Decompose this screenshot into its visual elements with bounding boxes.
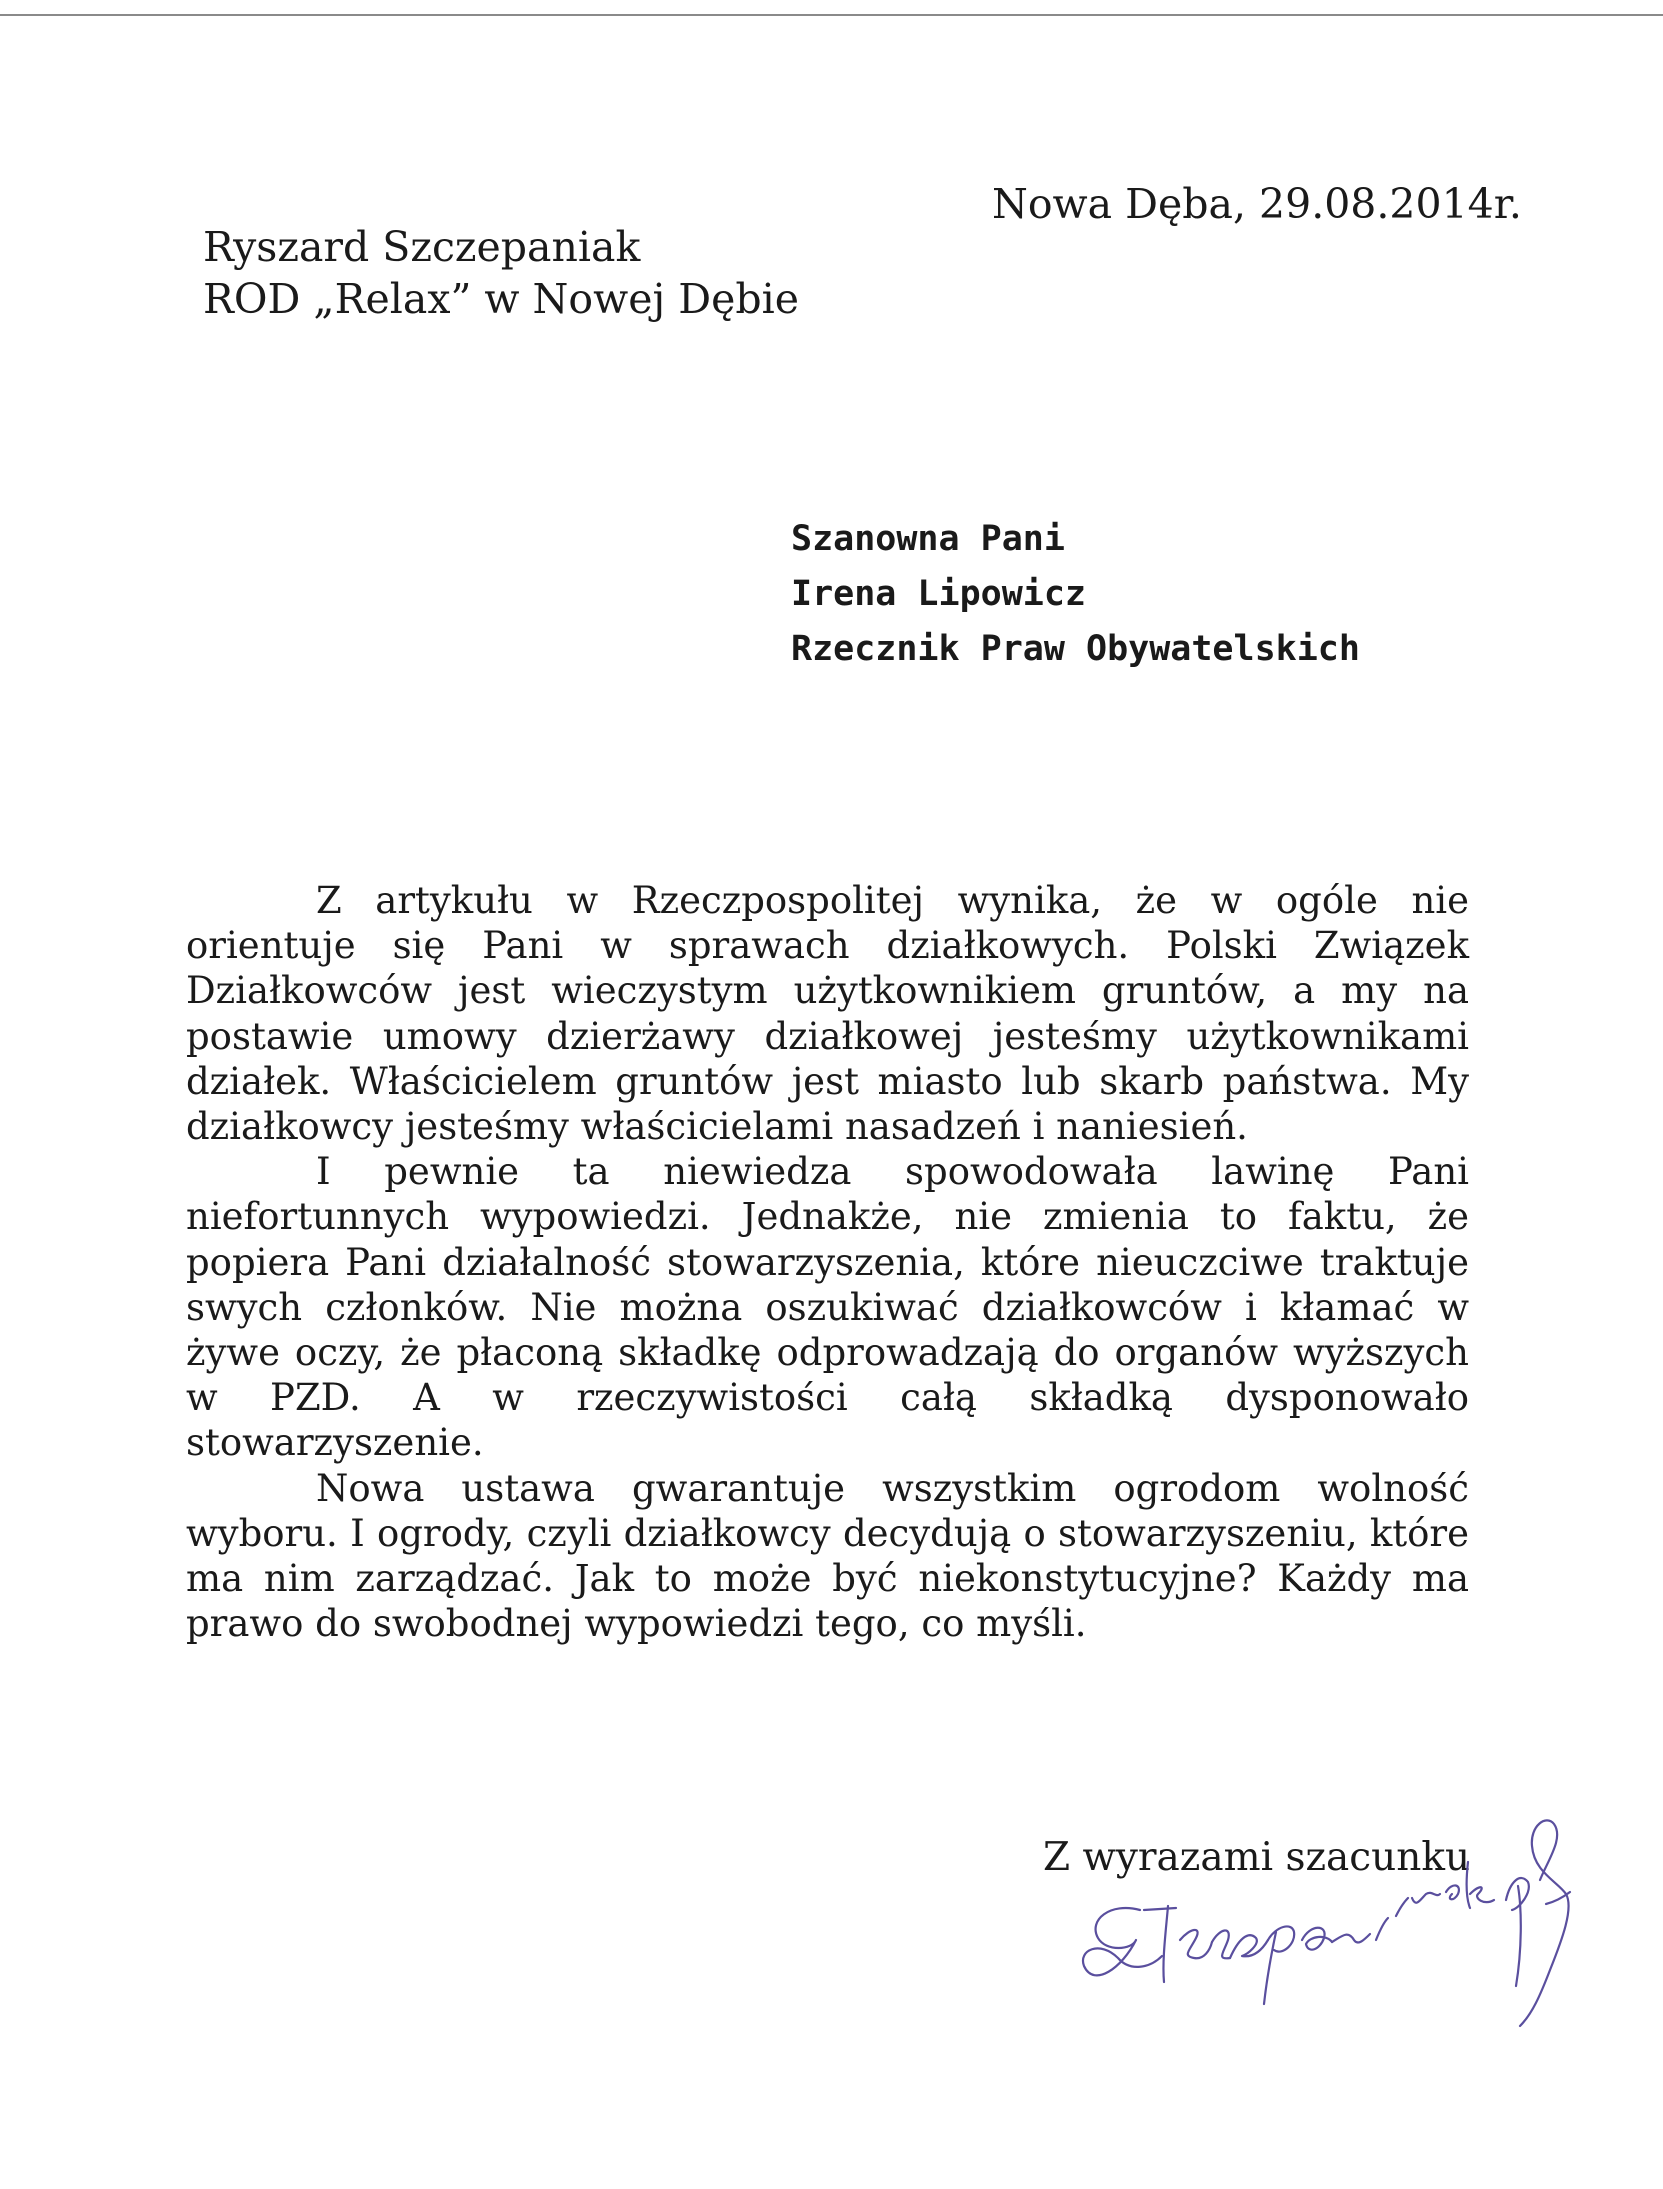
letter-date: Nowa Dęba, 29.08.2014r. [992, 180, 1522, 228]
paragraph-2: I pewnie ta niewiedza spowodowała lawinę Pani niefortunnych wypowiedzi. Jednakże, nie zmienia to faktu, że popiera Pani działalność stowarzyszenia, które nieuczciwe traktuje swych członków. Nie można oszukiwać działkowców i kłamać w żywe oczy, że płaconą składkę odprowadzają do organów wyższych w PZD. A w rzeczywistości całą składką dysponowało stowarzyszenie. [186, 1150, 1469, 1465]
recipient-name: Irena Lipowicz [791, 574, 1087, 614]
recipient-title: Rzecznik Praw Obywatelskich [791, 629, 1360, 669]
handwritten-signature [1070, 1790, 1610, 2040]
paragraph-3: Nowa ustawa gwarantuje wszystkim ogrodom wolność wyboru. I ogrody, czyli działkowcy decydują o stowarzyszeniu, które ma nim zarządzać. Jak to może być niekonstytucyjne? Każdy ma prawo do swobodnej wypowiedzi tego, co myśli. [186, 1466, 1469, 1646]
sender-name: Ryszard Szczepaniak [203, 223, 641, 271]
letter-body [186, 878, 1469, 1646]
sender-organization: ROD „Relax” w Nowej Dębie [203, 275, 799, 323]
recipient-block [791, 512, 1360, 677]
scan-edge-line [0, 14, 1663, 16]
recipient-salutation: Szanowna Pani [791, 519, 1065, 559]
sender-block [203, 221, 799, 325]
paragraph-1: Z artykułu w Rzeczpospolitej wynika, że w ogóle nie orientuje się Pani w sprawach działkowych. Polski Związek Działkowców jest wieczystym użytkownikiem gruntów, a my na postawie umowy dzierżawy działkowej jesteśmy użytkownikami działek. Właścicielem gruntów jest miasto lub skarb państwa. My działkowcy jesteśmy właścicielami nasadzeń i naniesień. [186, 879, 1469, 1149]
closing-phrase: Z wyrazami szacunku [1043, 1835, 1471, 1880]
